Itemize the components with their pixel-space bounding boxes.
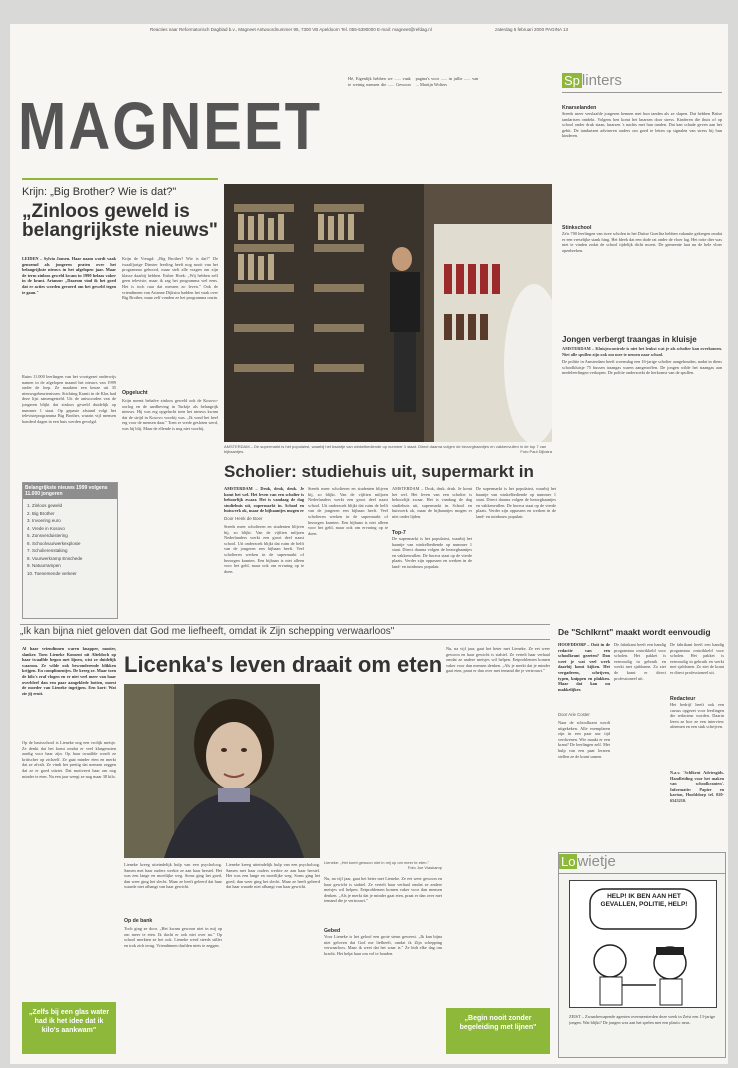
lead-intro: LEIDEN – Sylvia Jansen. Haar naam wordt vaak genoemd als jongeren praten over het belangrijkste nieuws in het afgelopen jaar. Maar de term zinloos geweld kwam in 1990 helaas vaker in de krant. Arianne: „Daarom vind ik het goed dat er acties worden gevoerd om het geweld tegen te gaan."	[22, 256, 116, 295]
toplist-item: 1. Zinloos geweld	[27, 503, 63, 508]
supermarket-photo-image	[224, 184, 552, 442]
schlkrnt-col3: De fabrikant heeft een handig programma ontwikkeld voor scholen. Het pakket is eenvoudig in gebruik en werkt met sjablonen. Zo ziet de krant er direct professioneel uit. Redacteur Het bedrijf heeft ook een cursus opgezet voor leerlingen die redacteur worden. Daarin leren ze hoe ze een interview afnemen en een stuk schrijven. N.a.v. 'Schlkrnt Adviesgids. Handleiding voor het maken van schoolkranten'. Informatie: Papier en karton, Hoofddorp tel. 020-6543210.	[670, 642, 724, 803]
banner-quote: „Ik kan bijna niet geloven dat God me liefheeft, omdat ik Zijn schepping verwaarloos"	[20, 626, 395, 637]
lead-kicker: Krijn: „Big Brother? Wie is dat?"	[22, 186, 177, 198]
article3-subhead: Op de bank	[124, 918, 153, 924]
article2-subhead: Top-7	[392, 530, 406, 536]
article3-headline: Licenka's leven draait om eten	[124, 652, 443, 677]
lead-col2	[122, 256, 218, 531]
magneet-logo: MAGNEET	[18, 89, 322, 164]
portrait-photo	[124, 684, 320, 858]
toplist-item: 8. Vuurwerkramp Enschede	[27, 555, 83, 561]
intro-letter: Hé, Eigenlijk hebben we ...... vaak te weinig mensen die ...... Gewoon pagina's voor ...... in jullie ...... van ... Martijn Wolters	[348, 76, 479, 87]
splinter-text: De politie in Amsterdam heeft woensdag een 16-jarige scholier aangehouden, nadat in diens schoolkluisje 75 bussen traangas waren aangetroffen. De jongen wilde het traangas aan medeleerlingen verkopen. De politie onderzoekt de herkomst van de spullen.	[562, 359, 722, 376]
article3-subhead2: Gebed	[324, 928, 341, 934]
lowietje-caption: ZEIST – Zwaarbewapende agenten overmeesterden deze week in Zeist een 13-jarige jongen. Wat blijkt? De jongen was aan het spelen met een plastic neus.	[569, 1014, 715, 1025]
splinters-header	[562, 72, 722, 93]
lead-subhead: Opgelucht	[122, 390, 148, 396]
splinter-intro: AMSTERDAM – Kluisjescontrole is niet het leukst wat je als scholier kan overkomen. Niet alle spullen zijn ook om mee te nemen naar school.	[562, 346, 722, 357]
supermarket-photo	[224, 184, 552, 442]
lowietje-title: wietje	[577, 853, 616, 870]
toplist-item: 7. Scholierenstaking	[27, 548, 68, 553]
article3-body2: Lieneke kreeg uiteindelijk hulp van een psycholoog. Samen met haar ouders werkte ze aan haar herstel. Het was een lange en moeilijke weg. Soms ging het goed, dan weer ging het slecht. Maar ze heeft geleerd dat haar waarde niet afhangt van haar gewicht.	[124, 862, 222, 890]
lead-body2: Krijn de Vreugd: „Big Brother? Wie is dat?" De twaalfjarige Dinxter leerling heeft nog nooit van het programma gehoord, maar stelt alle vragen om zijn klasse daarbij hebben. Esther Hoek: „Wij hebben zelf geen televisie, maar ik zag het programma wel eens. Het is toch raar dat mensen zo leven." Ook de vriendinnen van Arianne Dijkstra hadden het vaak over Big Brother, maar zelf vonden ze het programma onzin.	[122, 256, 218, 301]
article2-headline: Scholier: studiehuis uit, supermarkt in	[224, 462, 534, 481]
splinters-title: linters	[581, 72, 622, 89]
toplist-item: 4. Vrede in Kosovo	[27, 525, 65, 531]
lead-body3: Krijn noemt behalve zinloos geweld ook de Kosovo-oorlog en de aardbeving in Turkije als belangrijk nieuws. Hij was erg opgelucht toen het nieuws kwam dat de strijd in Kosovo voorbij was. „Ik vond het heel erg voor de mensen daar." Toen er vrede gesloten werd, was hij blij. Maar de ellende is nog niet voorbij.	[122, 398, 218, 431]
lead-article	[22, 186, 218, 240]
article2-byline: Door Henk de Boer	[224, 516, 263, 521]
portrait-credit: Foto Joe Vlaskamp	[407, 865, 442, 870]
toplist-title: Belangrijkste nieuws 1999 volgens 11.000 jongeren	[23, 483, 117, 499]
article2-body: Steeds meer scholieren en studenten blijven bij, zo blijkt. Van de vijftien miljoen Nederlanders werkt een groot deel naast school. Uit onderzoek blijkt dat ruim de helft van de jongeren een bijbaan heeft. Veel scholieren werken in de supermarkt of bezorgen kranten. Een bijbaan is niet alleen voor het geld, maar ook om ervaring op te doen.	[224, 524, 304, 574]
lead-body: Ruim 11.000 leerlingen van het voortgezet onderwijs namen in de afgelopen maand het nieuws van 1999 onder de loep. Ze maakten een keuze uit 35 nieuwsgebeurtenissen. Stichting Kranti in de Klas had deze lijst samengesteld. Uit de antwoorden van de jongeren blijkt dat zinloos geweld duidelijk op nummer 1 staat. Op gepaste afstand volgt het televisieprogramma Big Brother, waarin vijf mensen honderd dagen in een huis werden gevolgd.	[22, 374, 116, 424]
toplist-item: 2. Big Brother	[27, 510, 55, 516]
article3-intro: Al haar vriendinnen waren knapper, mooier, slanker. Toen Lieneke Konsent uit Alteldoch op haar twaalfde begon met lijnen, wist ze duidelijk waarom. Ze wilde ook bewonderende blikken krijgen. En complimentjes. De kreeg ze. Maar toen de kilo's eraf vlogen en er niet veel meer van haar overbleef dan een paar aangeklede botten, moest de moeder van Lieneke ingrijpen. Een kort: Wat zie jij eruit.	[22, 646, 116, 696]
splinters-column	[562, 72, 722, 454]
date-line: zaterdag 5 februari 2000 PAGINA 13	[495, 27, 568, 32]
toplist-items	[23, 499, 117, 580]
quote-banner	[20, 624, 550, 640]
schlkrnt-byline: Door Arie Coster	[558, 712, 590, 717]
toplist-box	[22, 482, 118, 619]
portrait-photo-image	[124, 684, 320, 858]
contact-line: Reacties naar Reformatorisch Dagblad b.v., Magneet Antwoordnummer 95, 7300 VB Apeldoorn Tel. 055-5390000 E-mail: magneet@refdag.nl	[150, 27, 432, 32]
portrait-caption: Lieneke: „Het komt gewoon niet in mij op om meer te eten." Foto Joe Vlaskamp	[324, 860, 442, 870]
schlkrnt-headline: De "Schlkrnt" maakt wordt eenvoudig	[558, 627, 711, 637]
toplist-item: 10. Toenemende verkeer	[27, 570, 77, 576]
masthead-underline	[22, 178, 218, 180]
splinter-headline: Jongen verbergt traangas in kluisje	[562, 335, 697, 344]
pull-quote-1: „Zelfs bij een glas water had ik het idee dat ik kilo's aankwam"	[22, 1002, 116, 1054]
article2-col4: De supermarkt is het populairst, waarbij het baantje van winkelbediende op nummer 1 staat. Direct daarna volgen de bezorgbaantjes en vakkenvullen. De horeca staat op de vierde plaats. Verder zijn oppassen en werken in de land- en tuinbouw populair.	[476, 486, 556, 519]
toplist-item: 9. Natuurrampen	[27, 563, 61, 568]
masthead	[18, 88, 338, 176]
splinter-text: Ze'n 700 leerlingen van twee scholen in het Duitse Goerlitz hebben vakantie gekregen omdat er een vreselijke stank hing. Het bleek dat een dode rat onder de vloer lag. Het rotte dier was niet te vinden zodat de school tijdelijk dicht moest. De gemeente laat nu de hele vloer openbreken.	[562, 231, 722, 253]
toplist-item: 5. Zonsverduistering	[27, 533, 68, 538]
pull-quote-2: „Begin nooit zonder begeleiding met lijnen"	[446, 1008, 550, 1054]
top-bar	[10, 24, 728, 36]
lowietje-box	[558, 852, 726, 1058]
article2-col3: AMSTERDAM – Druk, druk, druk. Je komt het wel. Het leven van een scholier is behoorlijk zwaar. Het is vandaag de dag studiehuis uit, supermarkt in. School en huiswerk ok, maar de bijbaantjes mogen er niet onder lijden. Top-7 De supermarkt is het populairst, waarbij het baantje van winkelbediende op nummer 1 staat. Direct daarna volgen de bezorgbaantjes en vakkenvullen. De horeca staat op de vierde plaats. Verder zijn oppassen en werken in de land- en tuinbouw populair.	[392, 486, 472, 569]
photo1-caption: AMSTERDAM – De supermarkt is het populairst, waarbij het baantje van winkelbediende op nummer 1 staat. Direct daarna volgen de bezorgbaantjes en vakkenvullen in de top 7 van bijbaantjes. Foto Paul Dijkstra	[224, 444, 552, 454]
toplist-item: 6. Schoolvuurwerkexplosie	[27, 540, 81, 546]
article3-body3: Toch ging ze door. „Het kwam gewoon niet in mij op om meer te eten. Ik dacht er ook niet over na." Op school merkten ze het ook. Lieneke werd steeds stiller en trok zich terug. Vriendinnen durfden niets te zeggen.	[124, 926, 222, 948]
schlkrnt-subhead: Redacteur	[670, 696, 696, 702]
newspaper-page	[10, 24, 728, 1064]
article2-body-b: Steeds meer scholieren en studenten blijven bij, zo blijkt. Van de vijftien miljoen Nederlanders werkt een groot deel naast school. Uit onderzoek blijkt dat ruim de helft van de jongeren een bijbaan heeft. Veel scholieren werken in de supermarkt of bezorgen kranten. Een bijbaan is niet alleen voor het geld, maar ook om ervaring op te doen.	[308, 486, 388, 536]
photo1-credit: Foto Paul Dijkstra	[520, 449, 552, 454]
cartoon	[569, 880, 717, 1008]
cartoon-speech: HELP! IK BEN AAN HET GEVALLEN, POLITIE, HELP!	[600, 893, 688, 908]
schlkrnt-intro: HOOFDDORP – Ooit in de redactie van een schoolkrant gezeten? Dan weet je wat veel werk daarbij komt kijken. Het vergaderen, schrijven, typen, knippen en plakken. Maar dat kan nu makkelijker.	[558, 642, 610, 692]
lowietje-badge: Lo	[561, 854, 576, 869]
toplist-item: 3. Invoering euro	[27, 518, 61, 523]
splinter-title: Knarselanden	[562, 105, 597, 111]
article3-col-gebed: Nu, na vijf jaar, gaat het beter met Lieneke. Ze eet weer gewoon en haar gewicht is stabiel. Ze vertelt haar verhaal omdat ze andere meisjes wil helpen. Eetproblemen komen vaker voor dan mensen denken. „Als je merkt dat je minder gaat eten, praat er dan over met iemand die je vertrouwt." Gebed Voor Lieneke is het geloof een grote steun geweest. „Ik kan bijna niet geloven dat God me liefheeft, omdat ik Zijn schepping verwaarloos. Maar ik weet dat het waar is." Ze bidt elke dag om kracht. Het helpt haar om vol te houden.	[324, 876, 442, 956]
article3-col5: Nu, na vijf jaar, gaat het beter met Lieneke. Ze eet weer gewoon en haar gewicht is stabiel. Ze vertelt haar verhaal omdat ze andere meisjes wil helpen. Eetproblemen komen vaker voor dan mensen denken. „Als je merkt dat je minder gaat eten, praat er dan over met iemand die je vertrouwt."	[446, 646, 550, 674]
lead-headline: „Zinloos geweld is belangrijkste nieuws"	[22, 201, 218, 241]
splinters-badge: Sp	[564, 73, 580, 88]
article3-body: Op de basisschool is Lieneke nog een vrolijk meisje. Ze denkt dat het komt omdat er veel klasgenoten aardig voor haar zijn. Op haar twaalfde wordt ze kritischer op zichzelf. Ze gaat minder eten en merkt dat ze afvalt. Ze vindt het prettig dat mensen zeggen dat ze er goed uitziet. Dat motiveert haar om nog minder te eten. Na een jaar weegt ze nog maar 38 kilo.	[22, 740, 116, 779]
article2-intro: AMSTERDAM – Druk, druk, druk. Je komt het wel. Het leven van een scholier is behoorlijk zwaar. Het is vandaag de dag studiehuis uit, supermarkt in. School en huiswerk ok, maar de bijbaantjes mogen er	[224, 486, 304, 514]
splinter-text: Steeds meer verslaafde jongeren kennen met hun tanden als ze slapen. Dat hebben Britse tandartsen ontdekt. Volgens hen komt het knarsen door stress. Kinderen die thuis of op school onder druk staan, knarsen 's nachts met hun tanden. Dat kan schade geven aan het gebit. De tandartsen adviseren ouders om goed te letten op signalen van stress bij hun kinderen.	[562, 111, 722, 139]
splinter-title: Stinkschool	[562, 225, 592, 231]
article3-body3b: Lieneke kreeg uiteindelijk hulp van een psycholoog. Samen met haar ouders werkte ze aan haar herstel. Het was een lange en moeilijke weg. Soms ging het goed, dan weer ging het slecht. Maar ze heeft geleerd dat haar waarde niet afhangt van haar gewicht.	[226, 862, 320, 890]
schlkrnt-body2: De fabrikant heeft een handig programma ontwikkeld voor scholen. Het pakket is eenvoudig in gebruik en werkt met sjablonen. Zo ziet de krant er direct professioneel uit.	[614, 642, 666, 681]
schlkrnt-body: Naar de schoolkrant wordt uitgekeken. Alle exemplaren zijn in een paar uur tijd verdwenen. Wie maakt er een krant? De leerlingen zelf. Met hulp van een paar leraren stellen ze de krant samen.	[558, 720, 610, 759]
lowietje-header	[559, 853, 725, 874]
